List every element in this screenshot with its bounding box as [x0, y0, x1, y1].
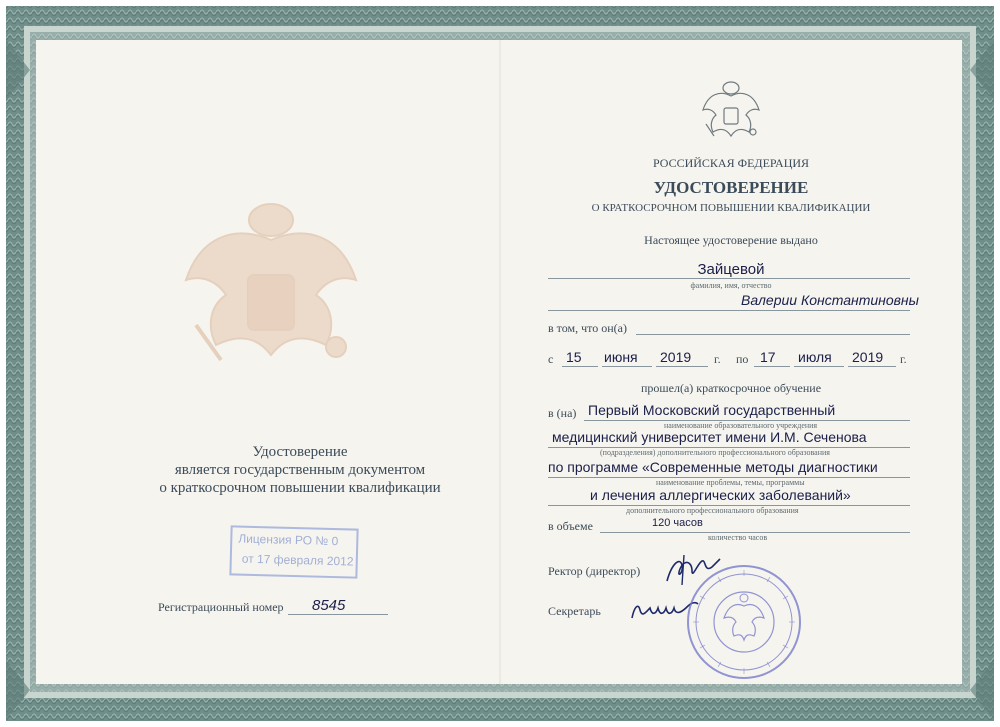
institution-caption-1: наименование образовательного учреждения — [664, 421, 818, 430]
recipient-name: Валерии Константиновны — [741, 292, 919, 308]
license-stamp — [229, 525, 358, 578]
certificate-subtitle: О КРАТКОСРОЧНОМ ПОВЫШЕНИИ КВАЛИФИКАЦИИ — [591, 202, 871, 214]
watermark-eagle-icon — [176, 185, 366, 385]
surname-underline — [548, 278, 910, 279]
from-month-underline — [602, 366, 652, 367]
secretary-label: Секретарь — [548, 604, 601, 618]
left-note-line-1: Удостоверение — [252, 444, 348, 460]
registration-number: 8545 — [312, 597, 346, 614]
from-year-abbr: г. — [714, 352, 721, 366]
institution-prefix: в (на) — [548, 406, 577, 420]
date-from-label: с — [548, 352, 554, 366]
program-caption-2: дополнительного профессионального образования — [626, 506, 799, 515]
institution-caption-2: (подразделения) дополнительного профессионального образования — [600, 448, 830, 457]
fio-caption: фамилия, имя, отчество — [690, 281, 772, 290]
hours-caption: количество часов — [708, 533, 768, 542]
certificate-title: УДОСТОВЕРЕНИЕ — [653, 178, 809, 197]
date-to-day: 17 — [760, 349, 776, 365]
recipient-surname: Зайцевой — [697, 261, 765, 278]
volume-label: в объеме — [548, 519, 593, 533]
from-year-underline — [656, 366, 708, 367]
to-year-abbr: г. — [900, 352, 907, 366]
date-from-year: 2019 — [660, 349, 692, 365]
issued-to-label: Настоящее удостоверение выдано — [644, 233, 818, 247]
date-to-label: по — [736, 352, 749, 366]
program-caption-1: наименование проблемы, темы, программы — [656, 478, 805, 487]
date-to-month: июля — [798, 349, 832, 365]
to-year-underline — [848, 366, 896, 367]
institution-line-1: Первый Московский государственный — [588, 402, 836, 418]
rector-label: Ректор (директор) — [548, 564, 641, 578]
that-underline — [636, 334, 910, 335]
program-line-1: по программе «Современные методы диагностики — [548, 459, 878, 475]
date-from-day: 15 — [566, 349, 582, 365]
registration-label: Регистрационный номер — [158, 600, 284, 614]
round-seal-icon — [684, 562, 804, 682]
training-completed-label: прошел(а) краткосрочное обучение — [640, 381, 822, 395]
institution-line-2: медицинский университет имени И.М. Сеченова — [552, 429, 867, 445]
left-note-line-2: является государственным документом — [174, 462, 426, 478]
license-stamp-line-2: от 17 февраля 2012 — [241, 551, 354, 569]
license-stamp-line-1: Лицензия РО № 0 — [238, 531, 339, 549]
to-day-underline — [754, 366, 790, 367]
registration-underline — [288, 614, 388, 615]
to-month-underline — [794, 366, 844, 367]
name-underline — [548, 310, 910, 311]
hours-value: 120 часов — [652, 517, 703, 529]
from-day-underline — [562, 366, 598, 367]
program-line-2: и лечения аллергических заболеваний» — [590, 487, 851, 503]
left-note-line-3: о краткосрочном повышении квалификации — [159, 480, 441, 496]
date-to-year: 2019 — [852, 349, 884, 365]
that-label: в том, что он(а) — [548, 321, 627, 335]
date-from-month: июня — [604, 349, 638, 365]
coat-of-arms-icon — [700, 78, 762, 144]
country-name: РОССИЙСКАЯ ФЕДЕРАЦИЯ — [652, 156, 810, 170]
